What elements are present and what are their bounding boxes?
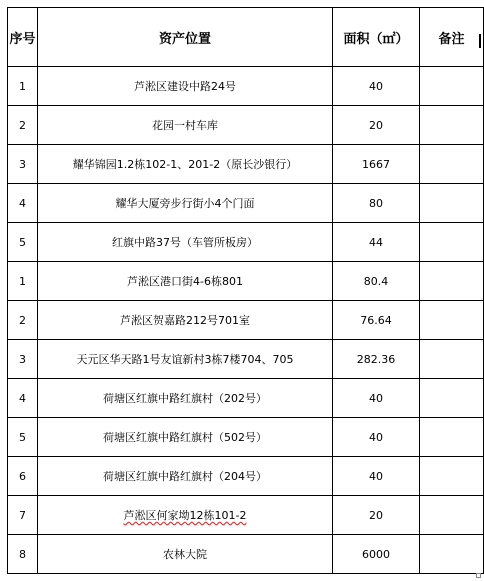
cell-remark (420, 67, 484, 106)
table-row (8, 535, 484, 574)
cell-location: 芦淞区港口街4-6栋801 (38, 262, 333, 301)
cell-no: 2 (8, 301, 38, 340)
cell-no: 3 (8, 145, 38, 184)
cell-area: 44 (333, 223, 420, 262)
cell-remark (420, 496, 484, 535)
header-area: 面积（㎡） (333, 8, 420, 67)
table-header-row (8, 8, 484, 67)
cell-location: 花园一村车库 (38, 106, 333, 145)
cell-remark (420, 457, 484, 496)
cell-no: 4 (8, 379, 38, 418)
cell-no: 6 (8, 457, 38, 496)
cell-remark (420, 184, 484, 223)
table-row (8, 106, 484, 145)
cell-location (38, 496, 333, 535)
table-row (8, 457, 484, 496)
cell-no: 5 (8, 418, 38, 457)
cell-location: 农林大院 (38, 535, 333, 574)
cell-area: 40 (333, 457, 420, 496)
table-resize-handle[interactable] (476, 573, 481, 578)
table-row (8, 496, 484, 535)
cell-location-text: 芦淞区何家坳12栋101-2 (123, 509, 247, 522)
cell-no: 1 (8, 67, 38, 106)
text-cursor (479, 34, 481, 48)
table-row (8, 262, 484, 301)
cell-remark (420, 340, 484, 379)
cell-remark (420, 145, 484, 184)
header-location: 资产位置 (38, 8, 333, 67)
cell-remark (420, 223, 484, 262)
cell-area: 40 (333, 418, 420, 457)
cell-no: 7 (8, 496, 38, 535)
cell-location: 荷塘区红旗中路红旗村（502号） (38, 418, 333, 457)
cell-remark (420, 535, 484, 574)
table-row (8, 223, 484, 262)
cell-location: 荷塘区红旗中路红旗村（204号） (38, 457, 333, 496)
cell-area: 6000 (333, 535, 420, 574)
cell-remark (420, 106, 484, 145)
cell-area: 20 (333, 496, 420, 535)
cell-location: 荷塘区红旗中路红旗村（202号） (38, 379, 333, 418)
cell-no: 3 (8, 340, 38, 379)
table-row (8, 340, 484, 379)
table-row (8, 184, 484, 223)
table-row (8, 67, 484, 106)
cell-area: 80 (333, 184, 420, 223)
cell-location: 天元区华天路1号友谊新村3栋7楼704、705 (38, 340, 333, 379)
asset-table (7, 7, 484, 574)
table-row (8, 145, 484, 184)
cell-remark (420, 262, 484, 301)
cell-no: 2 (8, 106, 38, 145)
cell-location: 耀华锦园1.2栋102-1、201-2（原长沙银行） (38, 145, 333, 184)
cell-no: 5 (8, 223, 38, 262)
cell-no: 1 (8, 262, 38, 301)
cell-location: 红旗中路37号（车管所板房） (38, 223, 333, 262)
cell-no: 8 (8, 535, 38, 574)
cell-remark (420, 418, 484, 457)
cell-area: 20 (333, 106, 420, 145)
table-row (8, 379, 484, 418)
cell-area: 40 (333, 379, 420, 418)
cell-area: 40 (333, 67, 420, 106)
cell-area: 80.4 (333, 262, 420, 301)
cell-area: 1667 (333, 145, 420, 184)
cell-no: 4 (8, 184, 38, 223)
cell-remark (420, 379, 484, 418)
table-row (8, 418, 484, 457)
table-row (8, 301, 484, 340)
cell-remark (420, 301, 484, 340)
cell-area: 282.36 (333, 340, 420, 379)
cell-area: 76.64 (333, 301, 420, 340)
cell-location: 耀华大厦旁步行街小4个门面 (38, 184, 333, 223)
header-remark: 备注 (420, 8, 484, 67)
header-no: 序号 (8, 8, 38, 67)
cell-location: 芦淞区贺嘉路212号701室 (38, 301, 333, 340)
cell-location: 芦淞区建设中路24号 (38, 67, 333, 106)
